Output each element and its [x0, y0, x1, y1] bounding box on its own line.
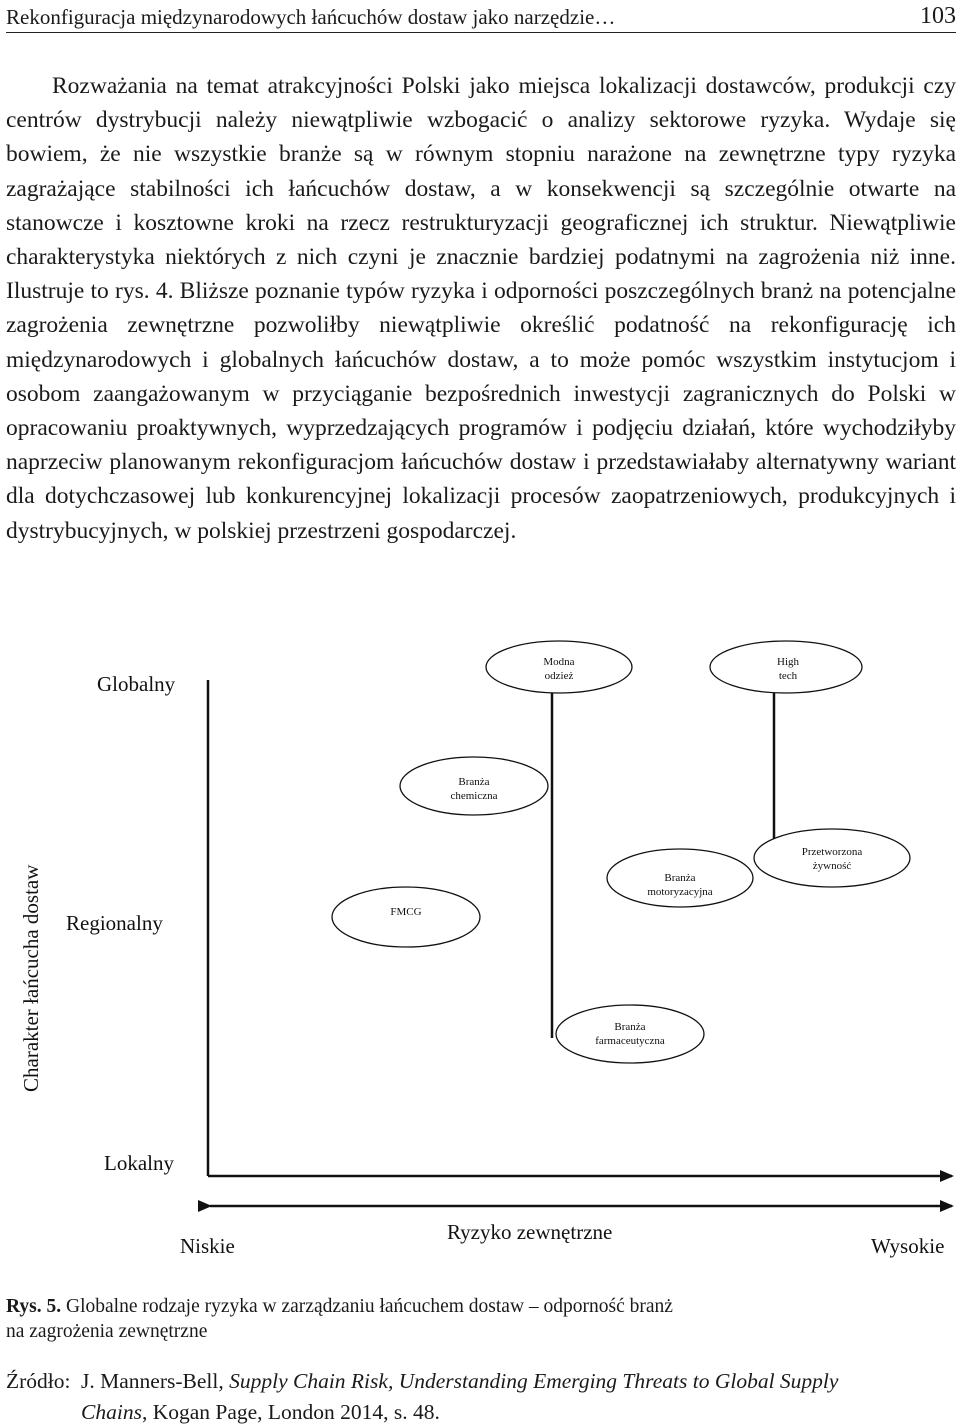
- x-axis-low: Niskie: [180, 1234, 235, 1258]
- level-regionalny: Regionalny: [66, 911, 163, 935]
- caption-label: Rys. 5.: [6, 1296, 62, 1317]
- label-motoryzacyjna-1: Branża: [664, 872, 696, 884]
- running-title: Rekonfiguracja międzynarodowych łańcuchów dostaw jako narzędzie…: [6, 5, 616, 29]
- label-farmaceutyczna-2: farmaceutyczna: [595, 1035, 665, 1047]
- caption-text: Globalne rodzaje ryzyka w zarządzaniu łańcuchem dostaw – odporność branż: [66, 1296, 673, 1317]
- label-modna-1: Modna: [543, 656, 575, 668]
- label-hightech-2: tech: [778, 670, 798, 682]
- source-title-2: Chains: [81, 1400, 142, 1424]
- label-fmcg: FMCG: [390, 906, 422, 918]
- source-publisher: , Kogan Page, London 2014, s. 48.: [141, 1400, 440, 1424]
- x-axis-title: Ryzyko zewnętrzne: [447, 1220, 613, 1244]
- figure-caption: [6, 1294, 956, 1344]
- ellipse-zywnosc: [754, 829, 910, 887]
- label-farmaceutyczna-1: Branża: [614, 1021, 646, 1033]
- label-chemiczna-1: Branża: [458, 776, 490, 788]
- figure-source: [6, 1366, 956, 1428]
- source-author: J. Manners-Bell,: [81, 1369, 224, 1393]
- y-axis-title: Charakter łańcucha dostaw: [19, 864, 43, 1092]
- body-paragraph: Rozważania na temat atrakcyjności Polski jako miejsca lokalizacji dostawców, produkcji czy centrów dystrybucji należy niewątpliwie wzbogacić o analizy sektorowe ryzyka. Wydaje się bowiem, że nie wszystkie branże są w równym stopniu narażone na zewnętrzne typy ryzyka zagrażające stabilności ich łańcuchów dostaw, a w konsekwencji są szczególnie otwarte na stanowcze i kosztowne kroki na rzecz restrukturyzacji geograficznej ich struktur. Niewątpliwie charakterystyka niektórych z nich czyni je znacznie bardziej podatnymi na zagrożenia niż inne. Ilustruje to rys. 4. Bliższe poznanie typów ryzyka i odporności poszczególnych branż na potencjalne zagrożenia zewnętrzne pozwoliłby niewątpliwie określić podatność na rekonfigurację ich międzynarodowych i globalnych łańcuchów dostaw, a to może pomóc wszystkim instytucjom i osobom zaangażowanym w przyciąganie bezpośrednich inwestycji zagranicznych do Polski w opracowaniu proaktywnych, wyprzedzających programów i podjęciu działań, które wychodziłyby naprzeciw planowanym rekonfiguracjom łańcuchów dostaw i przedstawiałaby alternatywny wariant dla dotychczasowej lub konkurencyjnej lokalizacji procesów zaopatrzeniowych, produkcyjnych i dystrybucyjnych, w polskiej przestrzeni gospodarczej.: [6, 73, 956, 544]
- label-zywnosc-2: żywność: [812, 860, 852, 872]
- source-title-1: Supply Chain Risk, Understanding Emerging Threats to Global Supply: [229, 1369, 839, 1393]
- label-zywnosc-1: Przetworzona: [801, 846, 863, 858]
- level-globalny: Globalny: [97, 672, 176, 696]
- label-chemiczna-2: chemiczna: [450, 790, 498, 802]
- x-axis-high: Wysokie: [871, 1234, 945, 1258]
- label-motoryzacyjna-2: motoryzacyjna: [647, 886, 713, 898]
- source-label: Źródło:: [6, 1369, 71, 1393]
- label-modna-2: odzież: [544, 670, 574, 682]
- label-hightech-1: High: [777, 656, 799, 668]
- figure-risk-matrix: [0, 630, 960, 1270]
- caption-text-2: na zagrożenia zewnętrzne: [6, 1321, 208, 1342]
- level-lokalny: Lokalny: [104, 1151, 174, 1175]
- running-header: [6, 2, 956, 33]
- ellipse-farmaceutyczna: [556, 1005, 704, 1063]
- figure-canvas: [0, 630, 960, 1270]
- page-number: 103: [920, 3, 956, 29]
